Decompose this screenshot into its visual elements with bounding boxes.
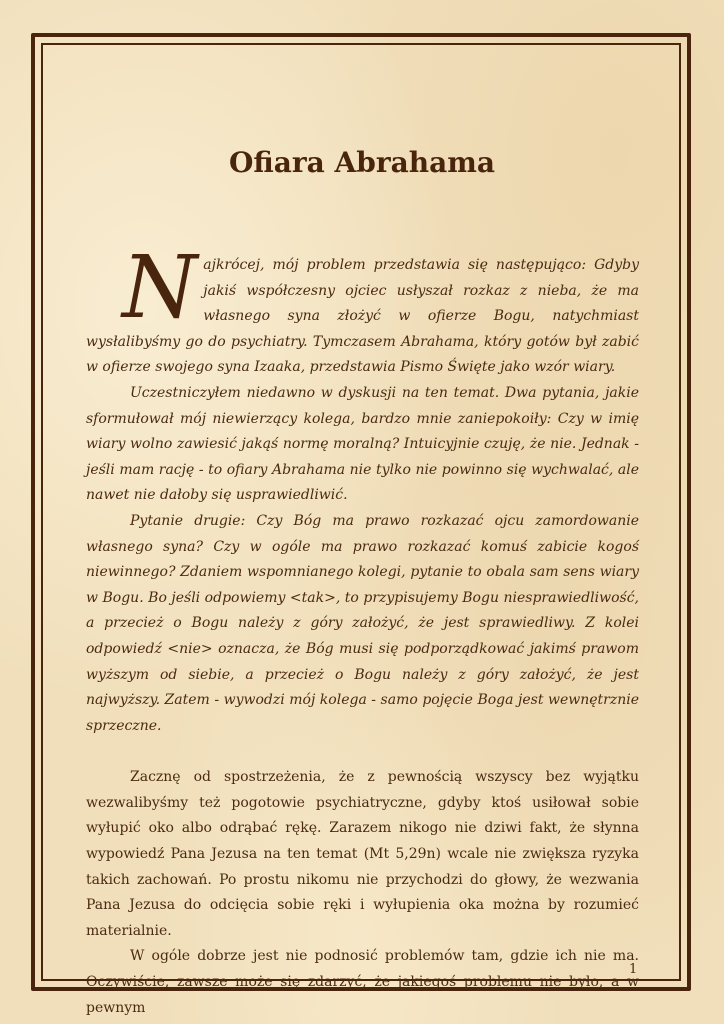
paragraph-5: W ogóle dobrze jest nie podnosić problemów tam, gdzie ich nie ma. Oczywiście, zawsze może się zdarzyć, że jakiegoś problemu nie było, a w pewnym <box>86 948 639 1016</box>
page-title: Ofiara Abrahama <box>229 146 495 179</box>
page-number: 1 <box>629 962 638 977</box>
paragraph-4: Zacznę od spostrzeżenia, że z pewnością wszyscy bez wyjątku wezwalibyśmy też pogotowie psychiatryczne, gdyby ktoś usiłował sobie wyłupić oko albo odrąbać rękę. Zarazem nikogo nie dziwi fakt, że słynna wypowiedź Pana Jezusa na ten temat (Mt 5,29n) wcale nie zwiększa ryzyka takich zachowań. Po prostu nikomu nie przychodzi do głowy, że wezwania Pana Jezusa do odcięcia sobie ręki i wyłupienia oka można by rozumieć materialnie. <box>86 769 639 939</box>
section-gap <box>86 739 639 765</box>
paragraph-3: Pytanie drugie: Czy Bóg ma prawo rozkazać ojcu zamordowanie własnego syna? Czy w ogóle ma prawo rozkazać komuś zabicie kogoś niewinnego? Zdaniem wspomnianego kolegi, pytanie to obala sam sens wiary w Bogu. Bo jeśli odpowiemy <tak>, to przypisujemy Bogu niesprawiedliwość, a przecież o Bogu należy z góry założyć, że jest sprawiedliwy. Z kolei odpowiedź <nie> oznacza, że Bóg musi się podporządkować jakimś prawom wyższym od siebie, a przecież o Bogu należy z góry założyć, że jest najwyższy. Zatem - wywodzi mój kolega - samo pojęcie Boga jest wewnętrznie sprzeczne. <box>86 512 639 734</box>
paragraph-1-text: ajkrócej, mój problem przedstawia się następująco: Gdyby jakiś współczesny ojciec usłyszał rozkaz z nieba, że ma własnego syna złożyć w ofierze Bogu, natychmiast wysłalibyśmy go do psychiatry. Tymczasem Abrahama, który gotów był zabić w ofierze swojego syna Izaaka, przedstawia Pismo Święte jako wzór wiary. <box>86 257 639 376</box>
drop-cap: N <box>122 238 198 338</box>
article-body <box>86 238 639 1021</box>
paragraph-1 <box>86 238 639 381</box>
paragraph-2: Uczestniczyłem niedawno w dyskusji na ten temat. Dwa pytania, jakie sformułował mój niewierzący kolega, bardzo mnie zaniepokoiły: Czy w imię wiary wolno zawiesić jakąś normę moralną? Intuicyjnie czuję, że nie. Jednak - jeśli mam rację - to ofiary Abrahama nie tylko nie powinno się wychwalać, ale nawet nie dałoby się usprawiedliwić. <box>86 384 639 504</box>
